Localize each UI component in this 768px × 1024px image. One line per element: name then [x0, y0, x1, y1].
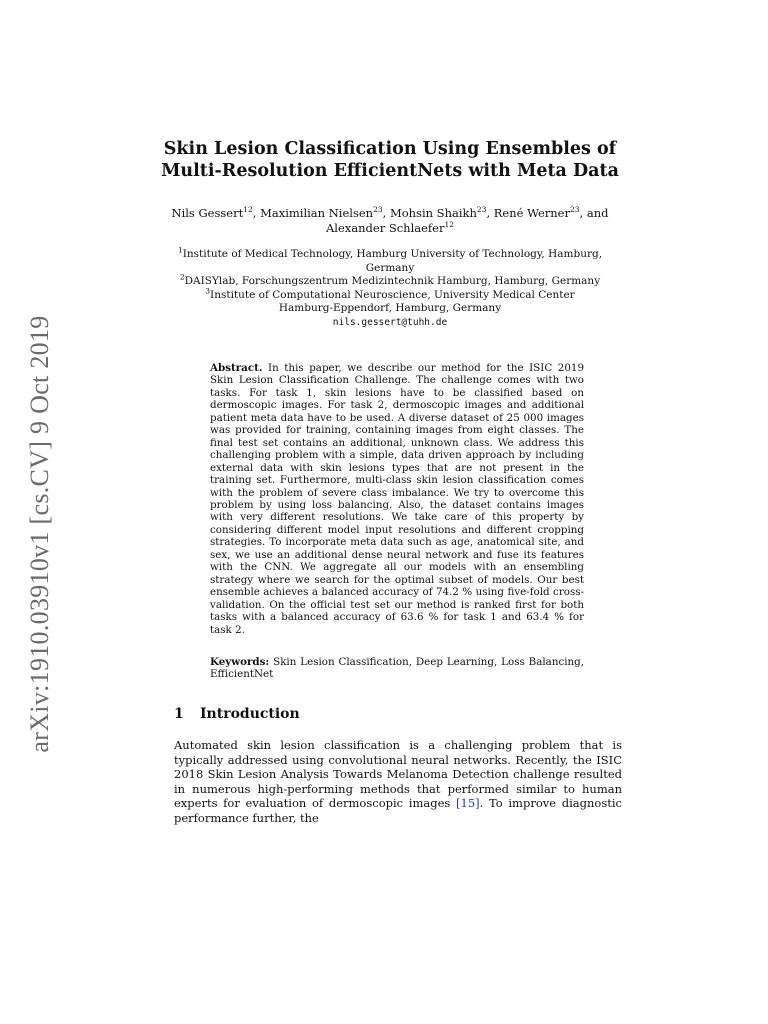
intro-text-continued: . To improve diagnostic performance further, the [174, 796, 622, 825]
affiliation-text: Institute of Medical Technology, Hamburg University of Technology, Hamburg, [182, 248, 603, 260]
affiliation-marker: 3 [205, 286, 211, 295]
section-title: Introduction [200, 706, 300, 722]
author-affiliation-marker: 12 [444, 220, 455, 230]
introduction-paragraph [174, 738, 622, 825]
author-name: Maximilian Nielsen [260, 206, 374, 220]
keywords-label: Keywords: [210, 656, 270, 668]
citation-link[interactable]: [15] [456, 796, 480, 810]
author-name: Mohsin Shaikh [389, 206, 477, 220]
keywords-text: Skin Lesion Classification, Deep Learning, Loss Balancing, EfficientNet [210, 656, 585, 681]
author-name: René Werner [493, 206, 570, 220]
affiliation-3 [150, 286, 630, 303]
affiliation-2 [150, 272, 630, 289]
contact-email[interactable]: nils.gessert@tuhh.de [332, 316, 448, 328]
author-separator: , [486, 206, 494, 220]
abstract [210, 362, 584, 636]
abstract-text: In this paper, we describe our method for the ISIC 2019 Skin Lesion Classification Challenge. The challenge comes with two tasks. For task 1, skin lesions have to be classified based on dermoscopic images. For task 2, dermoscopic images and additional patient meta data have to be used. A diverse dataset of 25 000 images was provided for training, containing images from eight classes. The final test set contains an additional, unknown class. We address this challenging problem with a simple, data driven approach by including external data with skin lesions types that are not present in the training set. Furthermore, multi-class skin lesion classification comes with the problem of severe class imbalance. We try to overcome this problem by using loss balancing. Also, the dataset contains images with very different resolutions. We take care of this property by considering different model input resolutions and different cropping strategies. To incorporate meta data such as age, anatomical site, and sex, we use an additional dense neural network and fuse its features with the CNN. We aggregate all our models with an ensembling strategy where we search for the optimal subset of models. Our best ensemble achieves a balanced accuracy of 74.2 % using five-fold cross-validation. On the official test set our method is ranked first for both tasks with a balanced accuracy of 63.6 % for task 1 and 63.4 % for task 2. [210, 362, 584, 636]
affiliation-text: DAISYlab, Forschungszentrum Medizintechnik Hamburg, Hamburg, Germany [184, 275, 601, 287]
affiliation-3-cont: Hamburg-Eppendorf, Hamburg, Germany [278, 302, 502, 314]
author-affiliation-marker: 23 [569, 205, 580, 215]
author-list [150, 206, 630, 236]
author-name: Nils Gessert [171, 206, 244, 220]
affiliations [150, 245, 630, 329]
keywords [210, 656, 584, 681]
section-heading [174, 706, 300, 722]
affiliation-marker: 2 [179, 272, 185, 282]
title-line-1: Skin Lesion Classification Using Ensembles of [163, 139, 617, 159]
affiliation-1-cont: Germany [365, 261, 415, 274]
author-affiliation-marker: 12 [243, 205, 253, 215]
section-number: 1 [174, 706, 184, 722]
title-line-2: Multi-Resolution EfficientNets with Meta Data [161, 161, 619, 181]
author-separator: , and [579, 206, 609, 220]
author-affiliation-marker: 23 [476, 205, 487, 215]
paper-title [150, 138, 630, 182]
author-name: Alexander Schlaefer [325, 221, 445, 235]
author-separator: , [382, 206, 390, 220]
intro-text: Automated skin lesion classification is a challenging problem that is typically addressed using convolutional neural networks. Recently, the ISIC 2018 Skin Lesion Analysis Towards Melanoma Detection challenge resulted in numerous high-performing methods that performed similar to human experts for evaluation of dermoscopic images [174, 738, 622, 810]
author-affiliation-marker: 23 [373, 205, 383, 215]
affiliation-marker: 1 [177, 245, 183, 255]
author-separator: , [252, 206, 261, 220]
affiliation-1 [150, 245, 630, 262]
arxiv-identifier: arXiv:1910.03910v1 [cs.CV] 9 Oct 2019 [25, 315, 54, 753]
abstract-label: Abstract. [210, 362, 263, 374]
affiliation-text: Institute of Computational Neuroscience, University Medical Center [210, 288, 575, 301]
